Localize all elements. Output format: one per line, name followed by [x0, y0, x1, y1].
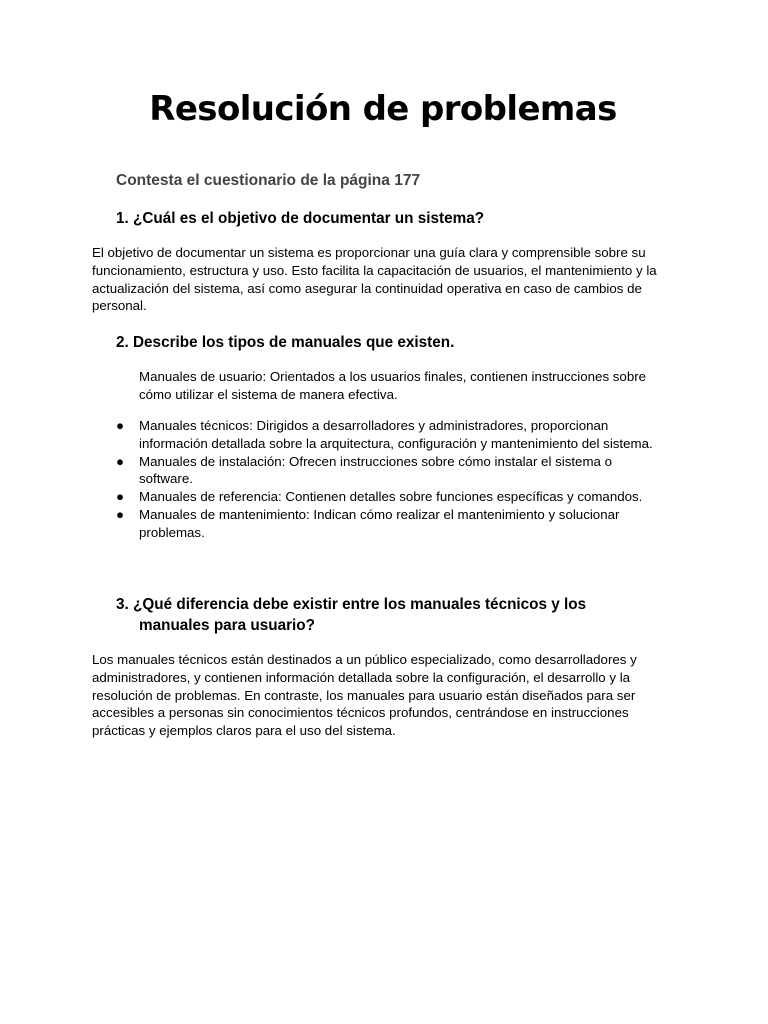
- question-3-heading: [116, 594, 656, 636]
- manual-type-user: Manuales de usuario: Orientados a los usuarios finales, contienen instrucciones sobre cómo utilizar el sistema de manera efectiva.: [139, 369, 647, 402]
- bullet-icon: ●: [116, 453, 125, 469]
- list-item-text: Manuales de instalación: Ofrecen instrucciones sobre cómo instalar el sistema o software.: [139, 453, 613, 487]
- list-item: [116, 417, 669, 453]
- question-1-heading: 1. ¿Cuál es el objetivo de documentar un sistema?: [116, 210, 485, 227]
- bullet-icon: ●: [116, 489, 125, 505]
- list-item: [116, 488, 669, 506]
- page-title: Resolución de problemas: [149, 89, 617, 129]
- bullet-icon: ●: [116, 506, 125, 522]
- manual-types-list: [116, 417, 669, 542]
- question-2-heading: 2. Describe los tipos de manuales que existen.: [116, 334, 455, 351]
- list-item-text: Manuales técnicos: Dirigidos a desarrolladores y administradores, proporcionan información detallada sobre la arquitectura, configuración y mantenimiento del sistema.: [139, 418, 653, 451]
- question-3-text: 3. ¿Qué diferencia debe existir entre los manuales técnicos y los manuales para usuario?: [116, 596, 587, 634]
- question-3-answer: Los manuales técnicos están destinados a un público especializado, como desarrolladores y administradores, y contienen información detallada sobre la configuración, el desarrollo y la resolución de problemas. En contraste, los manuales para usuario están diseñados para ser accesibles a personas sin conocimientos técnicos profundos, centrándose en instrucciones prácticas y ejemplos claros para el uso del sistema.: [92, 652, 637, 739]
- list-item: [116, 506, 669, 542]
- bullet-icon: ●: [116, 418, 125, 433]
- list-item-text: Manuales de referencia: Contienen detalles sobre funciones específicas y comandos.: [139, 489, 643, 505]
- list-item-text: Manuales de mantenimiento: Indican cómo realizar el mantenimiento y solucionar problemas.: [139, 506, 620, 540]
- list-item: [116, 453, 669, 489]
- question-1-answer: El objetivo de documentar un sistema es proporcionar una guía clara y comprensible sobre su funcionamiento, estructura y uso. Esto facilita la capacitación de usuarios, el mantenimiento y la actualización del sistema, así como asegurar la continuidad operativa en caso de cambios de personal.: [92, 245, 657, 314]
- page-subtitle: Contesta el cuestionario de la página 177: [116, 172, 421, 189]
